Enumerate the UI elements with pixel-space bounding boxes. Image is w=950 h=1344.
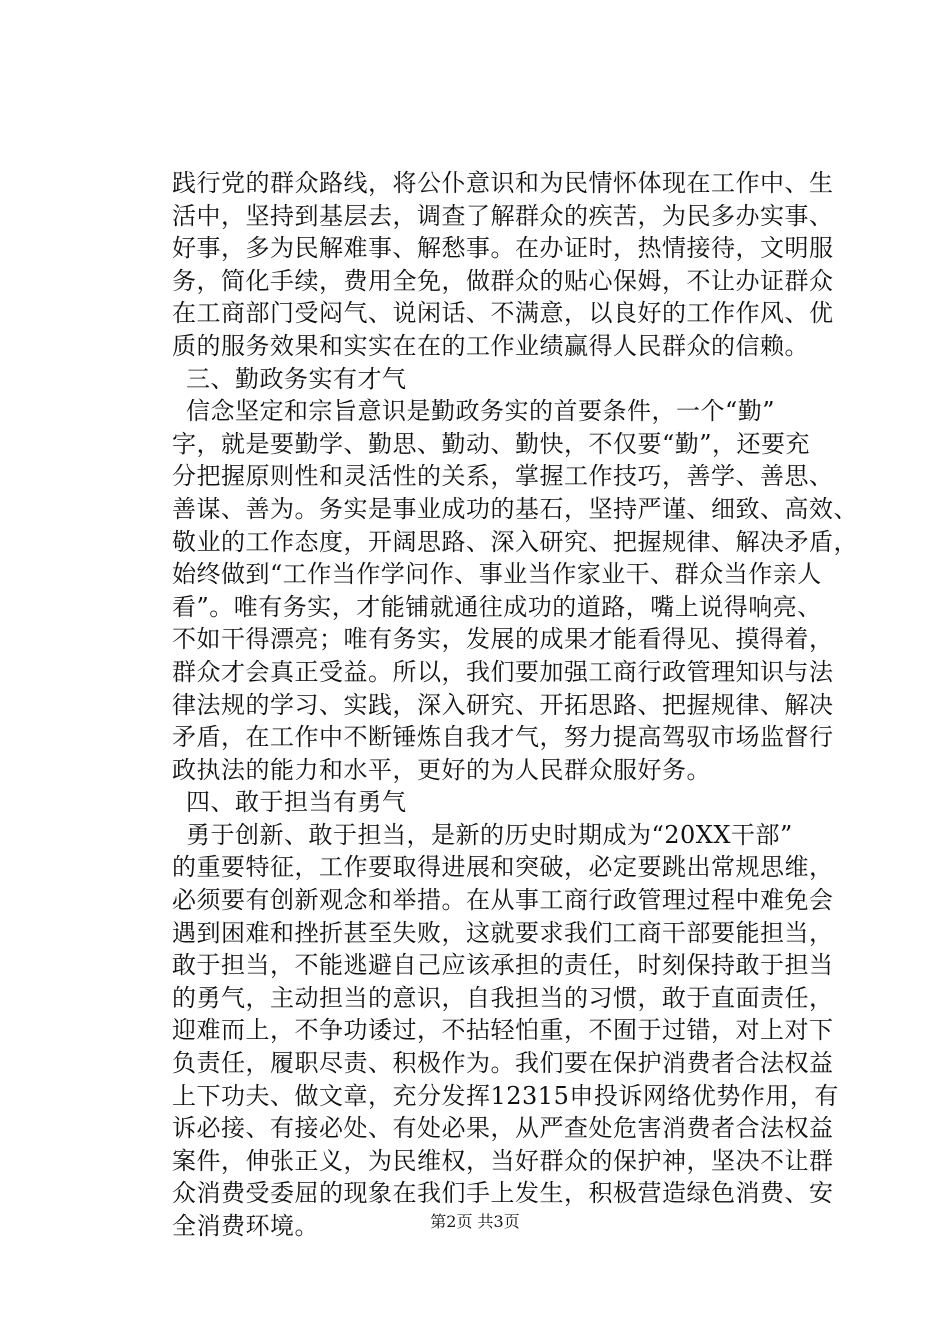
document-body <box>172 167 858 1243</box>
text-line: 的勇气，主动担当的意识，自我担当的习惯，敢于直面责任， <box>172 983 834 1012</box>
text-line: 案件，伸张正义，为民维权，当好群众的保护神，坚决不让群 <box>172 1146 834 1175</box>
text-line: 务，简化手续，费用全免，做群众的贴心保姆，不让办证群众 <box>172 266 834 295</box>
text-line: 政执法的能力和水平，更好的为人民群众服好务。 <box>172 755 711 784</box>
text-line: 敢于担当，不能逃避自己应该承担的责任，时刻保持敢于担当 <box>172 951 834 980</box>
text-line: 律法规的学习、实践，深入研究、开拓思路、把握规律、解决 <box>172 690 834 719</box>
text-line: 践行党的群众路线，将公仆意识和为民情怀体现在工作中、生 <box>172 169 834 197</box>
section-heading: 三、勤政务实有才气 <box>186 364 407 393</box>
text-line: 群众才会真正受益。所以，我们要加强工商行政管理知识与法 <box>172 657 834 686</box>
text-line: 始终做到“工作当作学问作、事业当作家业干、群众当作亲人 <box>172 560 822 589</box>
text-line: 的重要特征，工作要取得进展和突破，必定要跳出常规思维， <box>172 853 834 882</box>
text-line: 信念坚定和宗旨意识是勤政务实的首要条件，一个“勤” <box>186 397 776 426</box>
section-heading: 四、敢于担当有勇气 <box>186 788 407 817</box>
text-line: 敬业的工作态度，开阔思路、深入研究、把握规律、解决矛盾， <box>172 527 858 556</box>
text-line: 字，就是要勤学、勤思、勤动、勤快，不仅要“勤”，还要充 <box>172 429 811 458</box>
text-line: 在工商部门受闷气、说闲话、不满意，以良好的工作作风、优 <box>172 299 834 328</box>
text-line: 上下功夫、做文章，充分发挥12315申投诉网络优势作用，有 <box>172 1081 839 1110</box>
text-line: 看”。唯有务实，才能铺就通往成功的道路，嘴上说得响亮、 <box>172 592 822 621</box>
text-line: 质的服务效果和实实在在的工作业绩赢得人民群众的信赖。 <box>172 331 809 360</box>
text-line: 不如干得漂亮；唯有务实，发展的成果才能看得见、摸得着， <box>172 625 834 654</box>
text-line: 必须要有创新观念和举措。在从事工商行政管理过程中难免会 <box>172 886 834 915</box>
text-line: 负责任，履职尽责、积极作为。我们要在保护消费者合法权益 <box>172 1049 834 1078</box>
text-line: 分把握原则性和灵活性的关系，掌握工作技巧，善学、善思、 <box>172 462 834 491</box>
text-line: 众消费受委屈的现象在我们手上发生，积极营造绿色消费、安 <box>172 1179 834 1208</box>
page-footer: 第2页 共3页 <box>430 1212 520 1231</box>
text-line: 全消费环境。 <box>172 1212 319 1240</box>
text-line: 遇到困难和挫折甚至失败，这就要求我们工商干部要能担当， <box>172 918 834 947</box>
text-line: 活中，坚持到基层去，调查了解群众的疾苦，为民多办实事、 <box>172 201 834 230</box>
text-line: 矛盾，在工作中不断锤炼自我才气，努力提高驾驭市场监督行 <box>172 723 834 752</box>
text-line: 善谋、善为。务实是事业成功的基石，坚持严谨、细致、高效、 <box>172 494 858 523</box>
text-line: 好事，多为民解难事、解愁事。在办证时，热情接待，文明服 <box>172 234 834 263</box>
text-line: 诉必接、有接必处、有处必果，从严查处危害消费者合法权益 <box>172 1114 834 1143</box>
text-line: 迎难而上，不争功诿过，不拈轻怕重，不囿于过错，对上对下 <box>172 1016 834 1045</box>
text-line: 勇于创新、敢于担当，是新的历史时期成为“20XX干部” <box>186 820 793 849</box>
